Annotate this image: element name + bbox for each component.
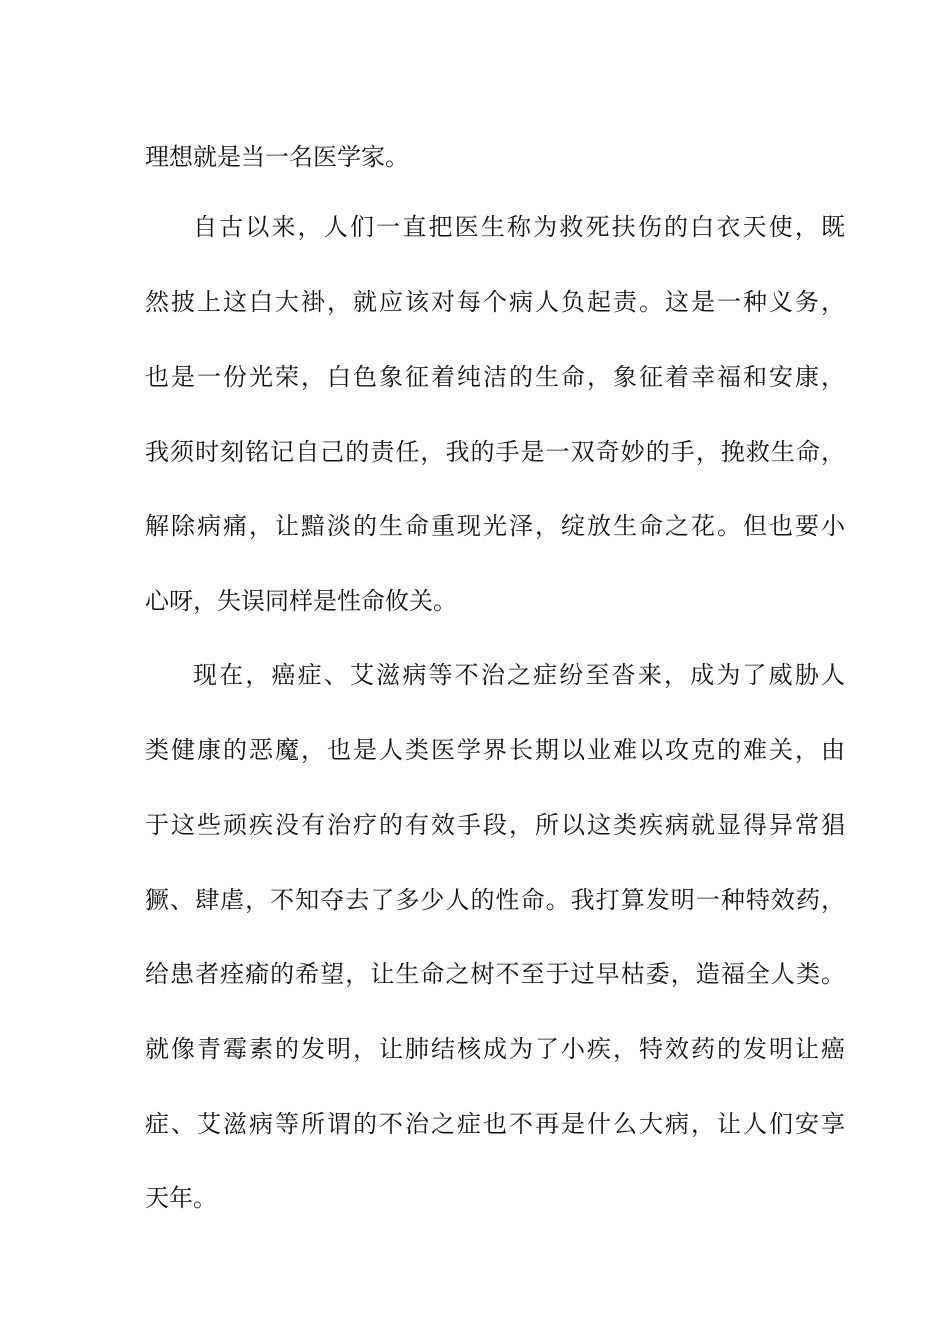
text-line: 天年。 — [145, 1184, 217, 1212]
text-line: 心呀，失误同样是性命攸关。 — [145, 587, 457, 615]
text-line: 症、艾滋病等所谓的不治之症也不再是什么大病，让人们安享 — [145, 1110, 845, 1138]
text-line: 解除病痛，让黯淡的生命重现光泽，绽放生命之花。但也要小 — [145, 512, 845, 540]
paragraph-start-line: 现在，癌症、艾滋病等不治之症纷至沓来，成为了威胁人 — [193, 661, 845, 689]
text-line: 獗、肆虐，不知夺去了多少人的性命。我打算发明一种特效药， — [145, 886, 845, 914]
text-line: 于这些顽疾没有治疗的有效手段，所以这类疾病就显得异常猖 — [145, 811, 845, 839]
text-line: 理想就是当一名医学家。 — [145, 143, 409, 171]
text-line: 我须时刻铭记自己的责任，我的手是一双奇妙的手，挽救生命， — [145, 438, 845, 466]
text-line: 然披上这白大褂，就应该对每个病人负起责。这是一种义务， — [145, 288, 845, 316]
paragraph-start-line: 自古以来，人们一直把医生称为救死扶伤的白衣天使，既 — [193, 213, 845, 241]
text-line: 给患者痊瘉的希望，让生命之树不至于过早枯委，造福全人类。 — [145, 960, 845, 988]
text-line: 就像青霉素的发明，让肺结核成为了小疾，特效药的发明让癌 — [145, 1035, 845, 1063]
text-line: 也是一份光荣，白色象征着纯洁的生命，象征着幸福和安康， — [145, 363, 845, 391]
text-line: 类健康的恶魔，也是人类医学界长期以业难以攻克的难关，由 — [145, 736, 845, 764]
